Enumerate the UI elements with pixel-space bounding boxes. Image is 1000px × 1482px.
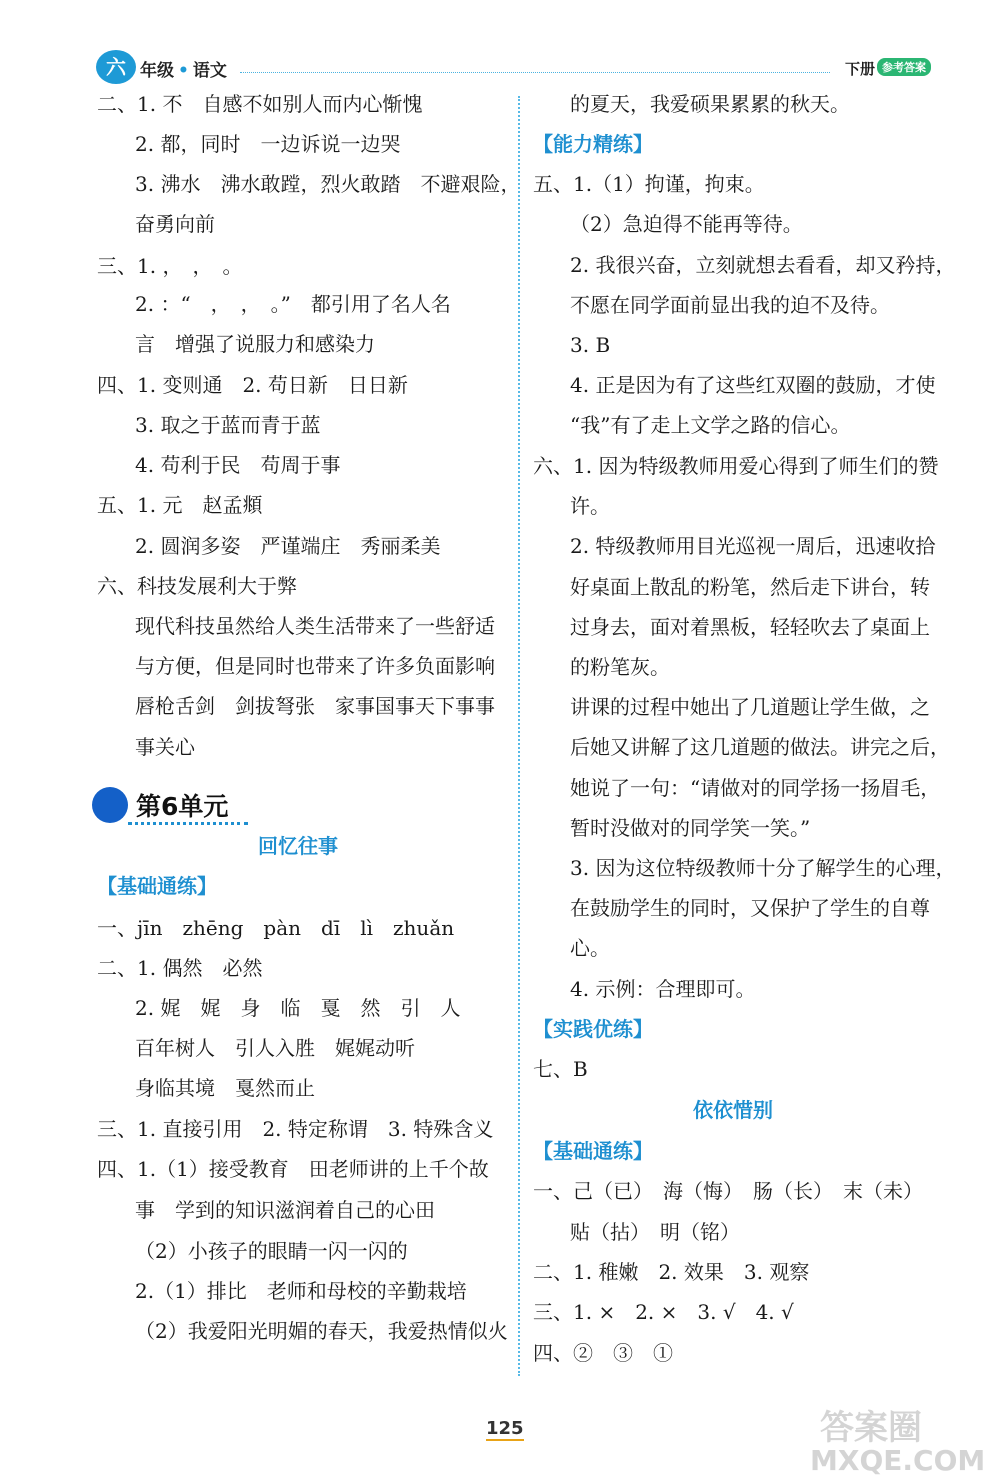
answer-line: 四、1. 变则通 2. 苟日新 日日新 bbox=[97, 373, 408, 397]
answer-line: 唇枪舌剑 剑拔弩张 家事国事天下事事 bbox=[135, 694, 495, 718]
unit-underline bbox=[128, 822, 248, 825]
answer-line: 4. 苟利于民 苟周于事 bbox=[135, 453, 341, 477]
answer-line: 二、1. 稚嫩 2. 效果 3. 观察 bbox=[533, 1260, 810, 1284]
answer-line: 奋勇向前 bbox=[135, 212, 215, 236]
answer-line: 讲课的过程中她出了几道题让学生做，之 bbox=[570, 695, 930, 719]
answer-line: 在鼓励学生的同时，又保护了学生的自尊 bbox=[570, 896, 930, 920]
answer-line: 好桌面上散乱的粉笔，然后走下讲台，转 bbox=[570, 575, 930, 599]
answer-line: 四、② ③ ① bbox=[533, 1341, 673, 1365]
answer-line: “我”有了走上文学之路的信心。 bbox=[570, 413, 851, 437]
answer-line: 2.（1）排比 老师和母校的辛勤栽培 bbox=[135, 1279, 467, 1303]
answer-line: 身临其境 戛然而止 bbox=[135, 1076, 315, 1100]
section-heading: 【基础通练】 bbox=[533, 1139, 653, 1163]
column-divider bbox=[518, 96, 520, 1376]
grade-label: 年级 bbox=[140, 61, 174, 81]
answer-line: 三、1. 直接引用 2. 特定称谓 3. 特殊含义 bbox=[97, 1117, 494, 1141]
section-heading: 【实践优练】 bbox=[533, 1017, 653, 1041]
answer-line: 的夏天，我爱硕果累累的秋天。 bbox=[570, 92, 850, 116]
answer-line: 七、B bbox=[533, 1057, 588, 1081]
answer-line: （2）小孩子的眼睛一闪一闪的 bbox=[135, 1239, 408, 1263]
subject-label: 语文 bbox=[192, 61, 227, 81]
answer-line: 2. 特级教师用目光巡视一周后，迅速收拾 bbox=[570, 534, 936, 558]
separator-dot: • bbox=[178, 61, 189, 81]
answer-line: （2）我爱阳光明媚的春天，我爱热情似火 bbox=[135, 1319, 508, 1343]
volume-label: 下册 bbox=[845, 60, 876, 78]
section-heading: 【基础通练】 bbox=[97, 874, 217, 898]
answer-line: 2. 娓 娓 身 临 戛 然 引 人 bbox=[135, 996, 461, 1020]
unit-title: 第6单元 bbox=[136, 792, 229, 821]
answer-line: 2. ：“ ， ， 。” 都引用了名人名 bbox=[135, 292, 451, 316]
answer-line: 四、1.（1）接受教育 田老师讲的上千个故 bbox=[97, 1157, 489, 1181]
answer-line: 三、1. ， ， 。 bbox=[97, 254, 243, 278]
answer-line: 她说了一句：“请做对的同学扬一扬眉毛， bbox=[570, 776, 941, 800]
unit-bullet-icon bbox=[92, 787, 128, 823]
page-number: 125 bbox=[486, 1418, 524, 1439]
answer-line: 与方便，但是同时也带来了许多负面影响 bbox=[135, 654, 495, 678]
watermark-logo: 答案圈 bbox=[820, 1408, 922, 1448]
answer-line: 事关心 bbox=[135, 735, 195, 759]
answer-line: 二、1. 不 自感不如别人而内心惭愧 bbox=[97, 92, 423, 116]
watermark-url: MXQE.COM bbox=[810, 1444, 986, 1477]
answer-line: 过身去，面对着黑板，轻轻吹去了桌面上 bbox=[570, 615, 930, 639]
answer-line: 言 增强了说服力和感染力 bbox=[135, 332, 375, 356]
answer-line: 百年树人 引人入胜 娓娓动听 bbox=[135, 1036, 415, 1060]
lesson-title: 回忆往事 bbox=[258, 834, 338, 858]
answer-line: 贴（拈） 明（铭） bbox=[570, 1220, 740, 1244]
answer-line: 事 学到的知识滋润着自己的心田 bbox=[135, 1198, 435, 1222]
section-heading: 【能力精练】 bbox=[533, 132, 653, 156]
answer-line: 六、1. 因为特级教师用爱心得到了师生们的赞 bbox=[533, 454, 939, 478]
answer-line: 现代科技虽然给人类生活带来了一些舒适 bbox=[135, 614, 495, 638]
answer-line: 后她又讲解了这几道题的做法。讲完之后， bbox=[570, 735, 950, 759]
answer-line: 3. 沸水 沸水敢蹚，烈火敢踏 不避艰险， bbox=[135, 172, 521, 196]
answer-line: 2. 都，同时 一边诉说一边哭 bbox=[135, 132, 401, 156]
answer-line: 3. B bbox=[570, 333, 611, 357]
answer-line: 3. 因为这位特级教师十分了解学生的心理， bbox=[570, 856, 956, 880]
grade-badge: 六 bbox=[96, 50, 136, 84]
answer-tag: 参考答案 bbox=[877, 58, 931, 76]
answer-line: 五、1. 元 赵孟頫 bbox=[97, 493, 263, 517]
answer-line: （2）急迫得不能再等待。 bbox=[570, 212, 803, 236]
answer-line: 许。 bbox=[570, 494, 610, 518]
answer-line: 一、jīn zhēng pàn dī lì zhuǎn bbox=[97, 916, 455, 940]
answer-line: 2. 我很兴奋，立刻就想去看看，却又矜持， bbox=[570, 253, 956, 277]
answer-line: 不愿在同学面前显出我的迫不及待。 bbox=[570, 293, 890, 317]
page-header bbox=[0, 0, 1000, 96]
lesson-title: 依依惜别 bbox=[693, 1098, 773, 1122]
answer-line: 三、1. × 2. × 3. √ 4. √ bbox=[533, 1300, 794, 1324]
answer-line: 2. 圆润多姿 严谨端庄 秀丽柔美 bbox=[135, 534, 441, 558]
answer-line: 心。 bbox=[570, 936, 610, 960]
answer-line: 的粉笔灰。 bbox=[570, 655, 670, 679]
answer-line: 3. 取之于蓝而青于蓝 bbox=[135, 413, 321, 437]
header-rule bbox=[240, 72, 830, 73]
grade-subject bbox=[140, 56, 227, 81]
answer-line: 六、科技发展利大于弊 bbox=[97, 574, 297, 598]
answer-line: 4. 正是因为有了这些红双圈的鼓励，才使 bbox=[570, 373, 936, 397]
answer-line: 一、己（已） 海（悔） 肠（长） 末（未） bbox=[533, 1179, 923, 1203]
answer-line: 暂时没做对的同学笑一笑。” bbox=[570, 816, 811, 840]
answer-line: 二、1. 偶然 必然 bbox=[97, 956, 263, 980]
answer-line: 五、1.（1）拘谨，拘束。 bbox=[533, 172, 765, 196]
answer-line: 4. 示例：合理即可。 bbox=[570, 977, 756, 1001]
